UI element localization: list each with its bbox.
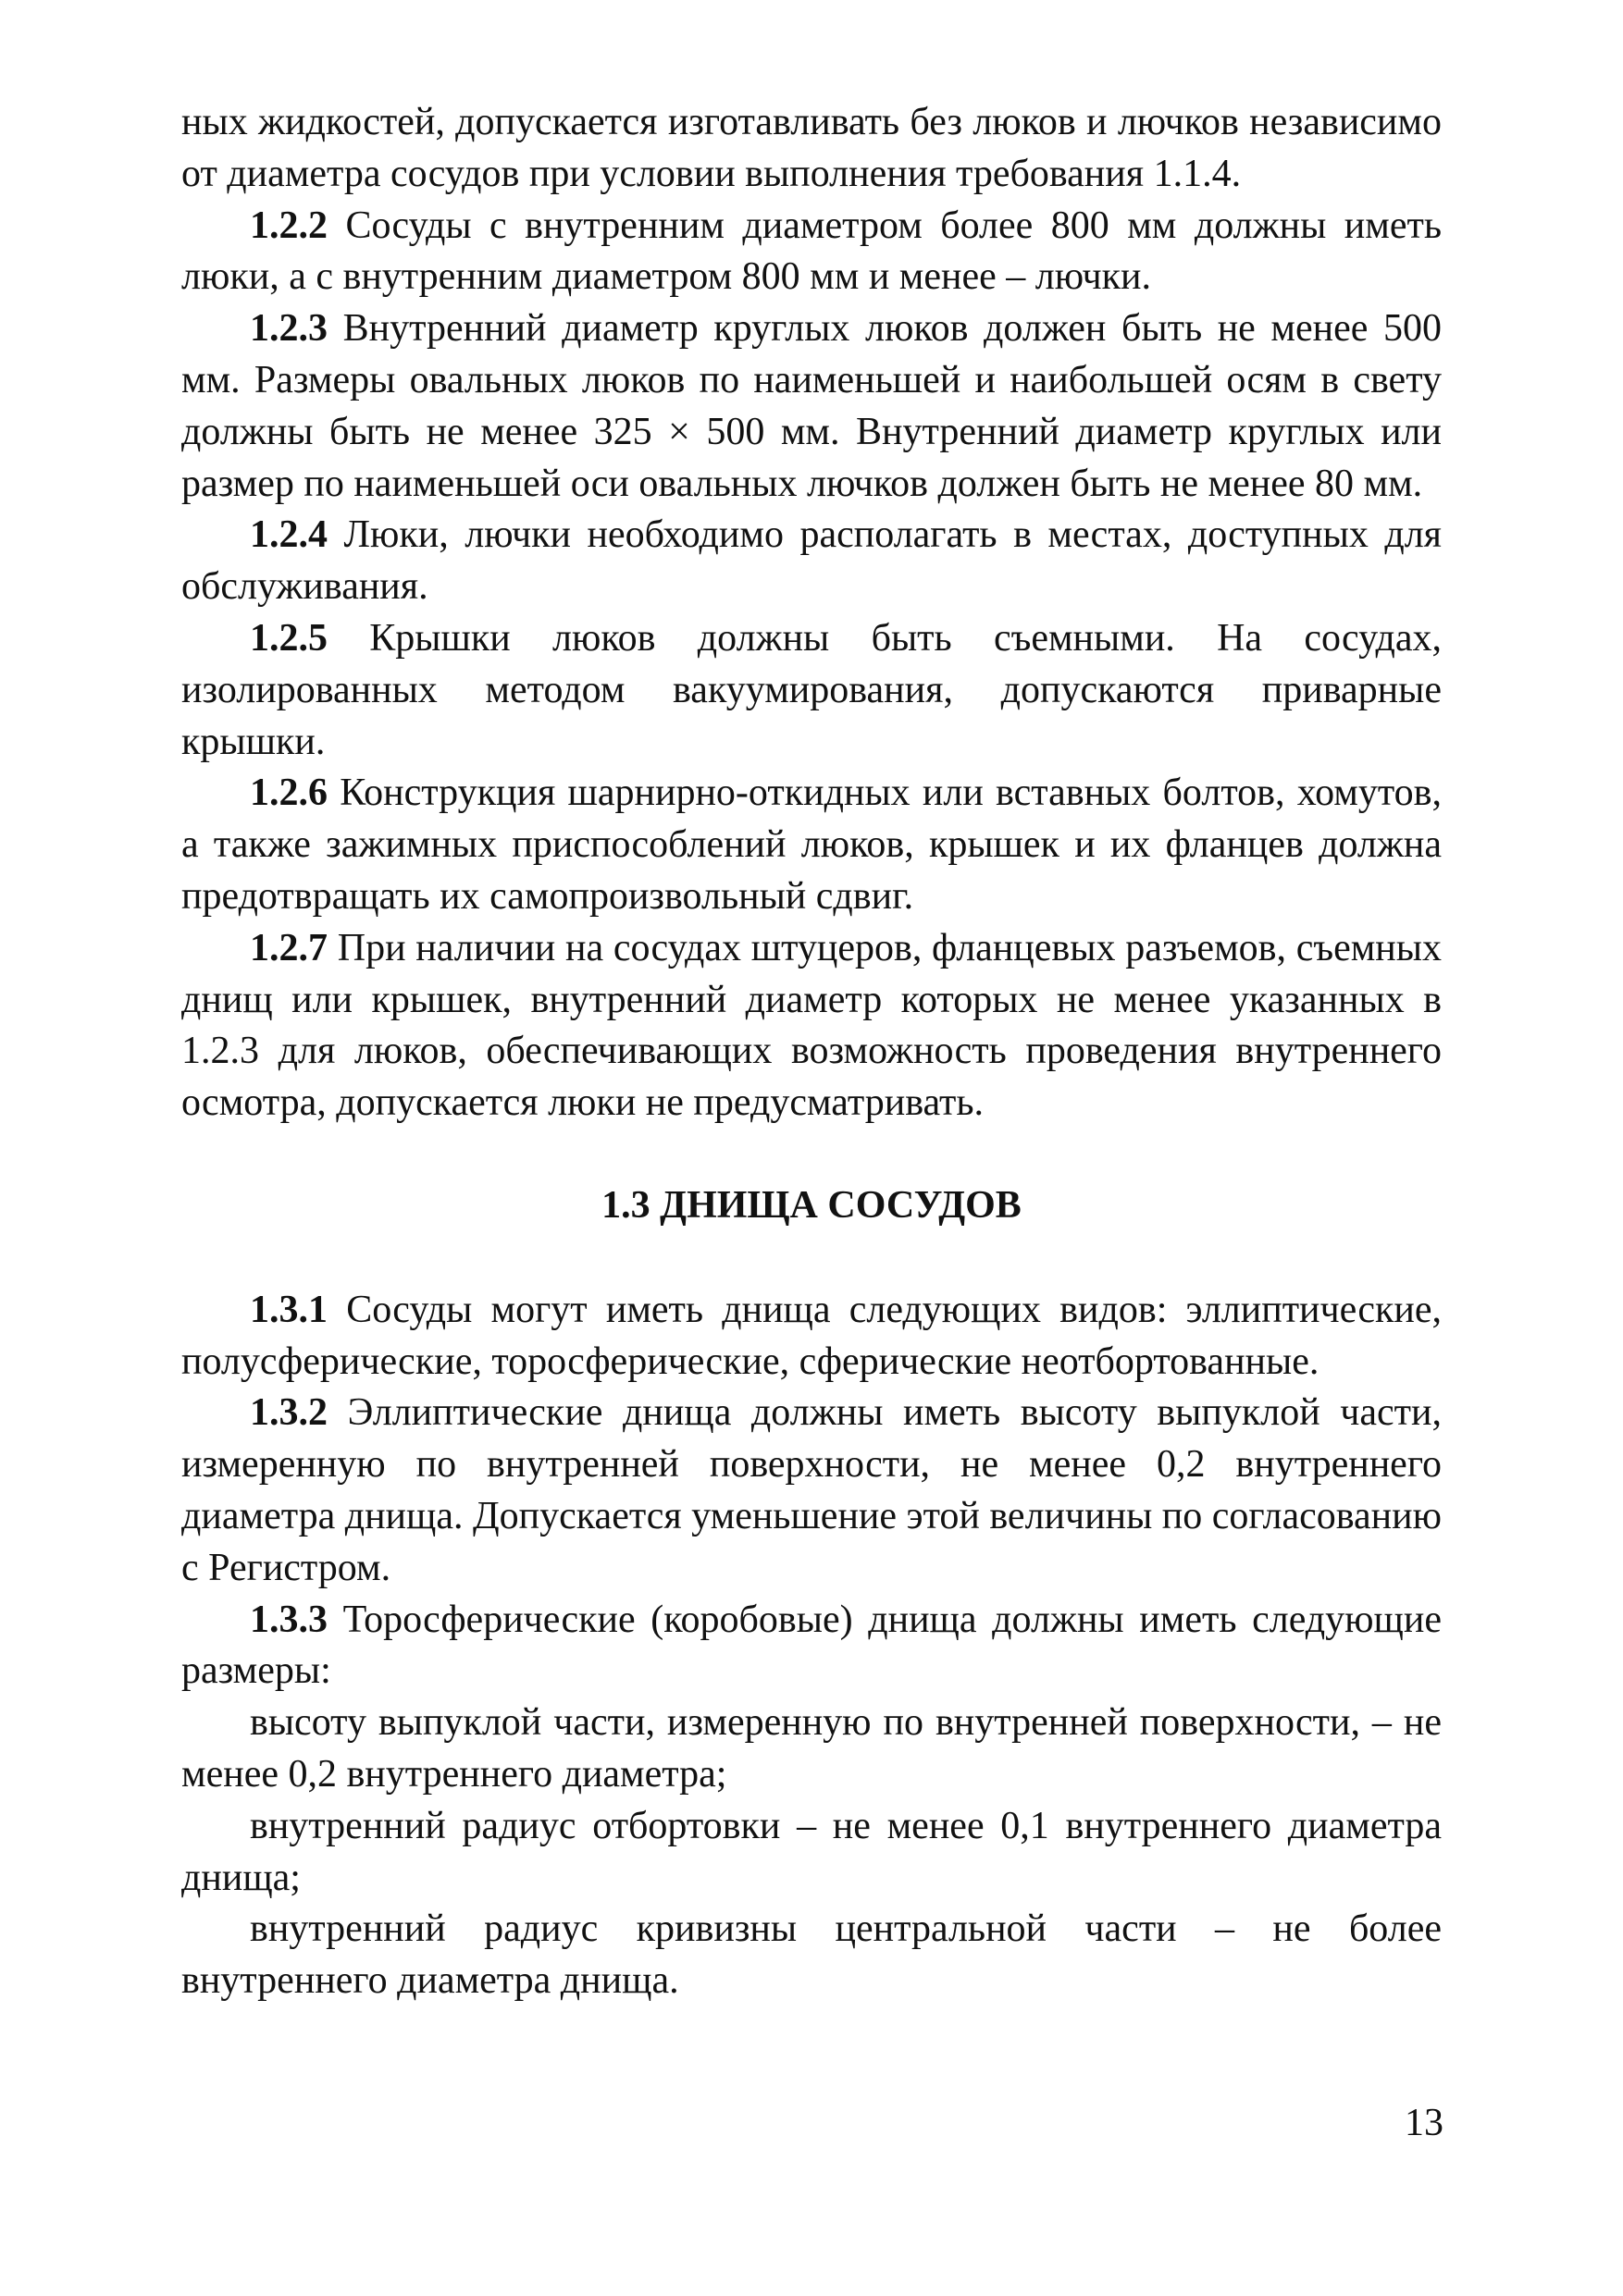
clause-1-2-2: [181, 201, 1442, 304]
clause-number: 1.3.3: [250, 1598, 328, 1641]
clause-number: 1.2.5: [250, 616, 328, 660]
clause-number: 1.2.7: [250, 926, 328, 969]
clause-1-3-1: [181, 1285, 1442, 1389]
clause-number: 1.3.1: [250, 1288, 328, 1331]
clause-1-3-2: [181, 1388, 1442, 1594]
clause-1-3-3: [181, 1595, 1442, 1698]
clause-text: Торосферические (коробовые) днища должны иметь следующие размеры:: [181, 1598, 1443, 1693]
intro-continuation-paragraph: ных жидкостей, допускается изготавливать без люков и лючков независимо от диаметра сосудов при условии выполнения требования 1.1.4.: [181, 101, 1442, 195]
clause-1-2-5: [181, 613, 1442, 768]
list-item: внутренний радиус отбортовки – не менее 0,1 внутреннего диаметра днища;: [181, 1804, 1442, 1899]
list-item: внутренний радиус кривизны центральной части – не более внутреннего диаметра днища.: [181, 1907, 1442, 2003]
clause-text: Внутренний диаметр круглых люков должен быть не менее 500 мм. Размеры овальных люков по наименьшей и наибольшей осям в свету должны быть не менее 325 × 500 мм. Внутренний диаметр круглых или размер по наименьшей оси овальных лючков должен быть не менее 80 мм.: [181, 307, 1443, 505]
page-number: 13: [1405, 2102, 1443, 2144]
list-item: высоту выпуклой части, измеренную по внутренней поверхности, – не менее 0,2 внутреннего диаметра;: [181, 1701, 1442, 1796]
clause-text: Люки, лючки необходимо располагать в местах, доступных для обслуживания.: [181, 513, 1442, 609]
clause-1-2-4: [181, 510, 1442, 613]
clause-text: Сосуды с внутренним диаметром более 800 мм должны иметь люки, а с внутренним диаметром 800 мм и менее – лючки.: [181, 204, 1442, 299]
clause-text: Конструкция шарнирно-откидных или вставных болтов, хомутов, а также зажимных приспособлений люков, крышек и их фланцев должна предотвращать их самопроизвольный сдвиг.: [181, 772, 1443, 918]
section-heading: 1.3 ДНИЩА СОСУДОВ: [601, 1183, 1022, 1227]
page-content: [181, 97, 1442, 2007]
clause-text: Сосуды могут иметь днища следующих видов: эллиптические, полусферические, торосферические, сферические неотбортованные.: [181, 1288, 1443, 1383]
clause-number: 1.3.2: [250, 1391, 328, 1435]
clause-number: 1.2.3: [250, 307, 328, 351]
clause-1-2-7: [181, 923, 1442, 1129]
clause-number: 1.2.2: [250, 204, 328, 247]
clause-1-2-3: [181, 303, 1442, 510]
clause-1-2-6: [181, 768, 1442, 922]
clause-number: 1.2.4: [250, 513, 328, 557]
clause-text: Эллиптические днища должны иметь высоту выпуклой части, измеренную по внутренней поверхности, не менее 0,2 внутреннего диаметра днища. Допускается уменьшение этой величины по согласованию с Регистром.: [181, 1391, 1443, 1589]
clause-number: 1.2.6: [250, 772, 328, 815]
clause-text: Крышки люков должны быть съемными. На сосудах, изолированных методом вакуумирования, допускаются приварные крышки.: [181, 616, 1442, 763]
clause-text: При наличии на сосудах штуцеров, фланцевых разъемов, съемных днищ или крышек, внутренний диаметр которых не менее указанных в 1.2.3 для люков, обеспечивающих возможность проведения внутреннего осмотра, допускается люки не предусматривать.: [181, 926, 1442, 1125]
